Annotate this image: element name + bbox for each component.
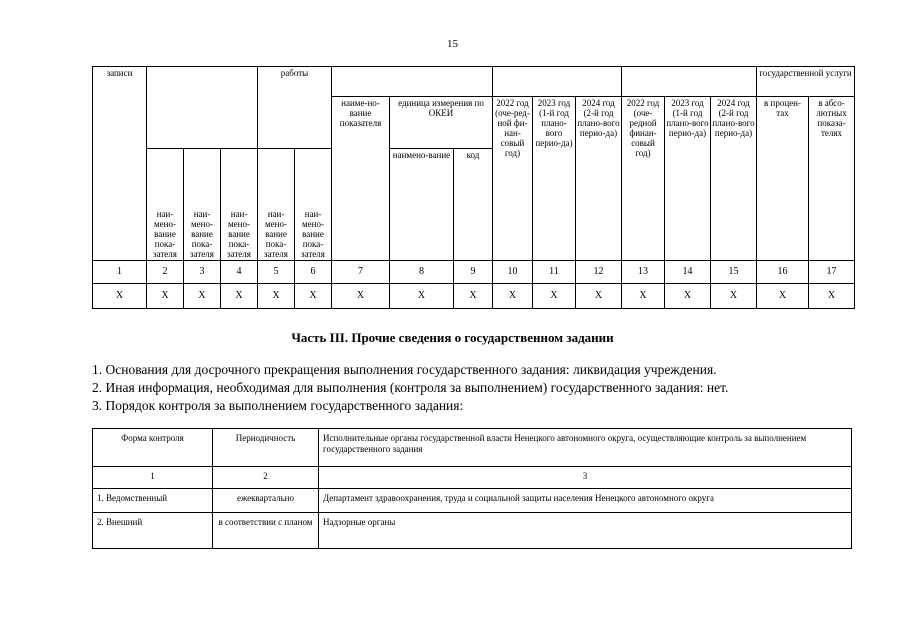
cell: 6 (295, 261, 332, 284)
cell: 7 (332, 261, 390, 284)
cell: X (332, 284, 390, 309)
header-year-2024-a: 2024 год (2-й год плано-вого перио-да) (576, 97, 622, 261)
header-gos-uslugi: государственной услуги (757, 67, 855, 97)
cell: 11 (533, 261, 576, 284)
header-empty-2 (332, 67, 493, 97)
cell: 10 (493, 261, 533, 284)
table-row (93, 513, 852, 549)
header-small-1: наи-мено-вание пока-зателя (147, 149, 184, 261)
header-year-2022-a: 2022 год (оче-ред-ной фи-нан-совый год) (493, 97, 533, 261)
cell: 4 (221, 261, 258, 284)
header-percent: в процен-тах (757, 97, 809, 261)
cell: X (809, 284, 855, 309)
header-year-2022-b: 2022 год (оче-редной финан-совый год) (622, 97, 665, 261)
cell-form: 2. Внешний (93, 513, 213, 549)
paragraph-2: 2. Иная информация, необходимая для выполнения (контроля за выполнением) государственного задания: нет. (92, 380, 729, 395)
cell: 8 (390, 261, 454, 284)
cell: 3 (184, 261, 221, 284)
cell-organ: Департамент здравоохранения, труда и социальной защиты населения Ненецкого автономного округа (319, 489, 852, 513)
cell: X (221, 284, 258, 309)
header-name-indicator: наиме-но-вание показателя (332, 97, 390, 261)
cell-form: 1. Ведомственный (93, 489, 213, 513)
header-absolute: в абсо-лютных показа-телях (809, 97, 855, 261)
paragraph-1: 1. Основания для досрочного прекращения выполнения государственного задания: ликвидация учреждения. (92, 362, 717, 377)
header-year-2023-b: 2023 год (1-й год плано-вого перио-да) (665, 97, 711, 261)
cell: 1 (93, 261, 147, 284)
cell: X (390, 284, 454, 309)
cell: 2 (213, 467, 319, 489)
cell: X (454, 284, 493, 309)
cell: X (757, 284, 809, 309)
header-empty-3 (493, 67, 622, 97)
control-table (92, 428, 852, 549)
cell: X (295, 284, 332, 309)
table-row (93, 261, 855, 284)
cell: 12 (576, 261, 622, 284)
cell: X (533, 284, 576, 309)
table-row (93, 284, 855, 309)
table-row (93, 489, 852, 513)
page-number: 15 (447, 38, 458, 50)
header-year-2023-a: 2023 год (1-й год плано-вого перио-да) (533, 97, 576, 261)
header-period: Периодичность (213, 429, 319, 467)
cell: X (665, 284, 711, 309)
cell: X (93, 284, 147, 309)
cell: 1 (93, 467, 213, 489)
cell: 2 (147, 261, 184, 284)
header-zapisi: записи (93, 67, 147, 261)
cell: X (147, 284, 184, 309)
cell-period: ежеквартально (213, 489, 319, 513)
cell: 9 (454, 261, 493, 284)
header-small-2: наи-мено-вание пока-зателя (184, 149, 221, 261)
header-raboty: работы (258, 67, 332, 149)
cell: X (622, 284, 665, 309)
cell: 17 (809, 261, 855, 284)
cell: X (711, 284, 757, 309)
cell: X (493, 284, 533, 309)
cell: X (258, 284, 295, 309)
header-unit-name: наимено-вание (390, 149, 454, 261)
cell: 13 (622, 261, 665, 284)
header-small-4: наи-мено-вание пока-зателя (258, 149, 295, 261)
cell-period: в соответствии с планом (213, 513, 319, 549)
cell: X (576, 284, 622, 309)
cell: X (184, 284, 221, 309)
header-empty-4 (622, 67, 757, 97)
header-unit-code: код (454, 149, 493, 261)
header-empty-1 (147, 67, 258, 149)
indicators-table (92, 66, 855, 309)
cell: 16 (757, 261, 809, 284)
header-unit: единица измерения по ОКЕИ (390, 97, 493, 149)
header-form: Форма контроля (93, 429, 213, 467)
header-small-3: наи-мено-вание пока-зателя (221, 149, 258, 261)
cell: 5 (258, 261, 295, 284)
paragraph-3: 3. Порядок контроля за выполнением государственного задания: (92, 398, 464, 413)
cell: 3 (319, 467, 852, 489)
header-small-5: наи-мено-вание пока-зателя (295, 149, 332, 261)
header-year-2024-b: 2024 год (2-й год плано-вого перио-да) (711, 97, 757, 261)
cell: 15 (711, 261, 757, 284)
header-organs: Исполнительные органы государственной власти Ненецкого автономного округа, осуществляющие контроль за выполнением государственного задания (319, 429, 852, 467)
cell: 14 (665, 261, 711, 284)
section-title: Часть III. Прочие сведения о государственном задании (291, 330, 614, 345)
cell-organ: Надзорные органы (319, 513, 852, 549)
